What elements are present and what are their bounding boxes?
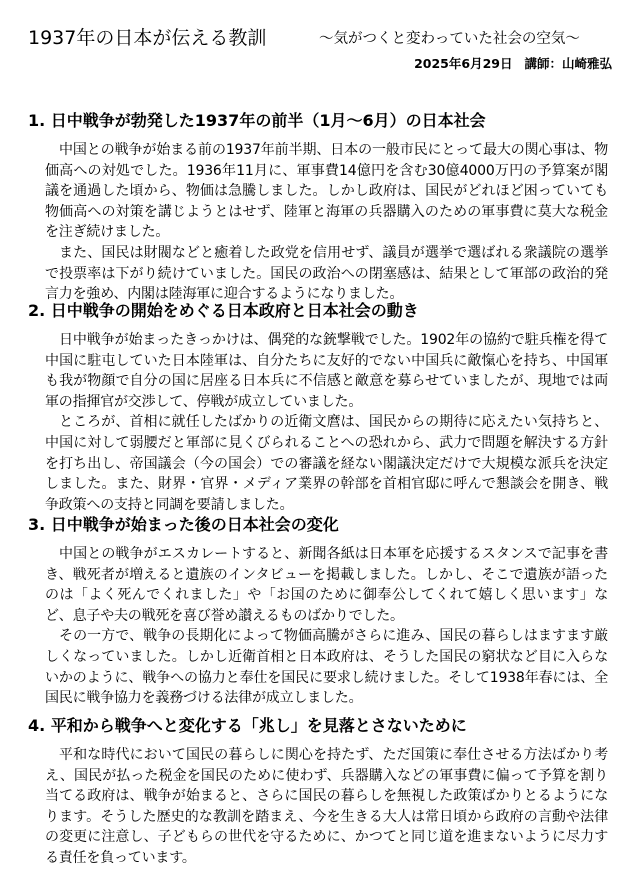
section-body xyxy=(28,745,608,869)
section-body xyxy=(28,544,608,709)
document-header xyxy=(28,26,612,74)
paragraph: その一方で、戦争の長期化によって物価高騰がさらに進み、国民の暮らしはますます厳しくなっていました。しかし近衛首相と日本政府は、そうした国民の窮状など目に入らないかのように、戦争への協力と奉仕を国民に要求し続けました。そして1938年春には、全国民に戦争協力を義務づける法律が成立しました。 xyxy=(45,628,608,707)
paragraph: 平和な時代において国民の暮らしに関心を持たず、ただ国策に奉仕させる方法ばかり考え、国民が払った税金を国民のために使わず、兵器購入などの軍事費に偏って予算を割り当てる政府は、戦争が始まると、さらに国民の暮らしを無視した政策ばかりとるようになります。そうした歴史的な教訓を踏まえ、今を生きる大人は常日頃から政府の言動や法律の変更に注意し、子どもらの世代を守るために、かつてと同じ道を進まないように尽力する責任を負っています。 xyxy=(45,747,608,866)
document-meta xyxy=(414,56,612,72)
section-3 xyxy=(28,514,608,709)
section-body xyxy=(28,140,608,305)
section-1 xyxy=(28,110,608,305)
section-body xyxy=(28,330,608,515)
document-subtitle: ～気がつくと変わっていた社会の空気～ xyxy=(319,31,580,47)
paragraph: ところが、首相に就任したばかりの近衛文麿は、国民からの期待に応えたい気持ちと、中国に対して弱腰だと軍部に見くびられることへの恐れから、武力で問題を解決する方針を打ち出し、帝国議会（今の国会）での審議を経ない閣議決定だけで大規模な派兵を決定しました。また、財界・官界・メディア業界の幹部を首相官邸に呼んで懇談会を開き、戦争政策への支持と同調を要請しました。 xyxy=(45,414,608,513)
lecturer-name: 講師：山崎雅弘 xyxy=(524,56,612,71)
paragraph: また、国民は財閥などと癒着した政党を信用せず、議員が選挙で選ばれる衆議院の選挙で投票率は下がり続けていました。国民の政治への閉塞感は、結果として軍部の政治的発言力を強め、内閣は陸海軍に迎合するようになりました。 xyxy=(45,244,608,303)
section-heading: 1. 日中戦争が勃発した1937年の前半（1月～6月）の日本社会 xyxy=(28,111,486,130)
section-heading: 4. 平和から戦争へと変化する「兆し」を見落とさないために xyxy=(28,716,467,735)
section-4 xyxy=(28,715,608,869)
lecture-date: 2025年6月29日 xyxy=(414,56,513,71)
document-title: 1937年の日本が伝える教訓 xyxy=(28,27,267,49)
paragraph: 中国との戦争が始まる前の1937年前半期、日本の一般市民にとって最大の関心事は、物価高への対処でした。1936年11月に、軍事費14億円を含む30億4000万円の予算案が閣議を通過した頃から、物価は急騰しました。しかし政府は、国民がどれほど困っていても物価高への対策を講じようとはせず、陸軍と海軍の兵器購入のための軍事費に莫大な税金を注ぎ続けました。 xyxy=(45,142,608,241)
paragraph: 中国との戦争がエスカレートすると、新聞各紙は日本軍を応援するスタンスで記事を書き、戦死者が増えると遺族のインタビューを掲載しました。しかし、そこで遺族が語ったのは「よく死んでくれました」や「お国のために御奉公してくれて嬉しく思います」など、息子や夫の戦死を喜び誉め讃えるものばかりでした。 xyxy=(45,546,608,624)
section-2 xyxy=(28,300,608,515)
paragraph: 日中戦争が始まったきっかけは、偶発的な銃撃戦でした。1902年の協約で駐兵権を得て中国に駐屯していた日本陸軍は、自分たちに友好的でない中国兵に敵愾心を持ち、中国軍も我が物顔で自分の国に居座る日本兵に不信感と敵意を募らせていましたが、現地では両軍の指揮官が交渉して、停戦が成立していました。 xyxy=(45,332,608,410)
section-heading: 3. 日中戦争が始まった後の日本社会の変化 xyxy=(28,515,339,534)
section-heading: 2. 日中戦争の開始をめぐる日本政府と日本社会の動き xyxy=(28,301,419,320)
